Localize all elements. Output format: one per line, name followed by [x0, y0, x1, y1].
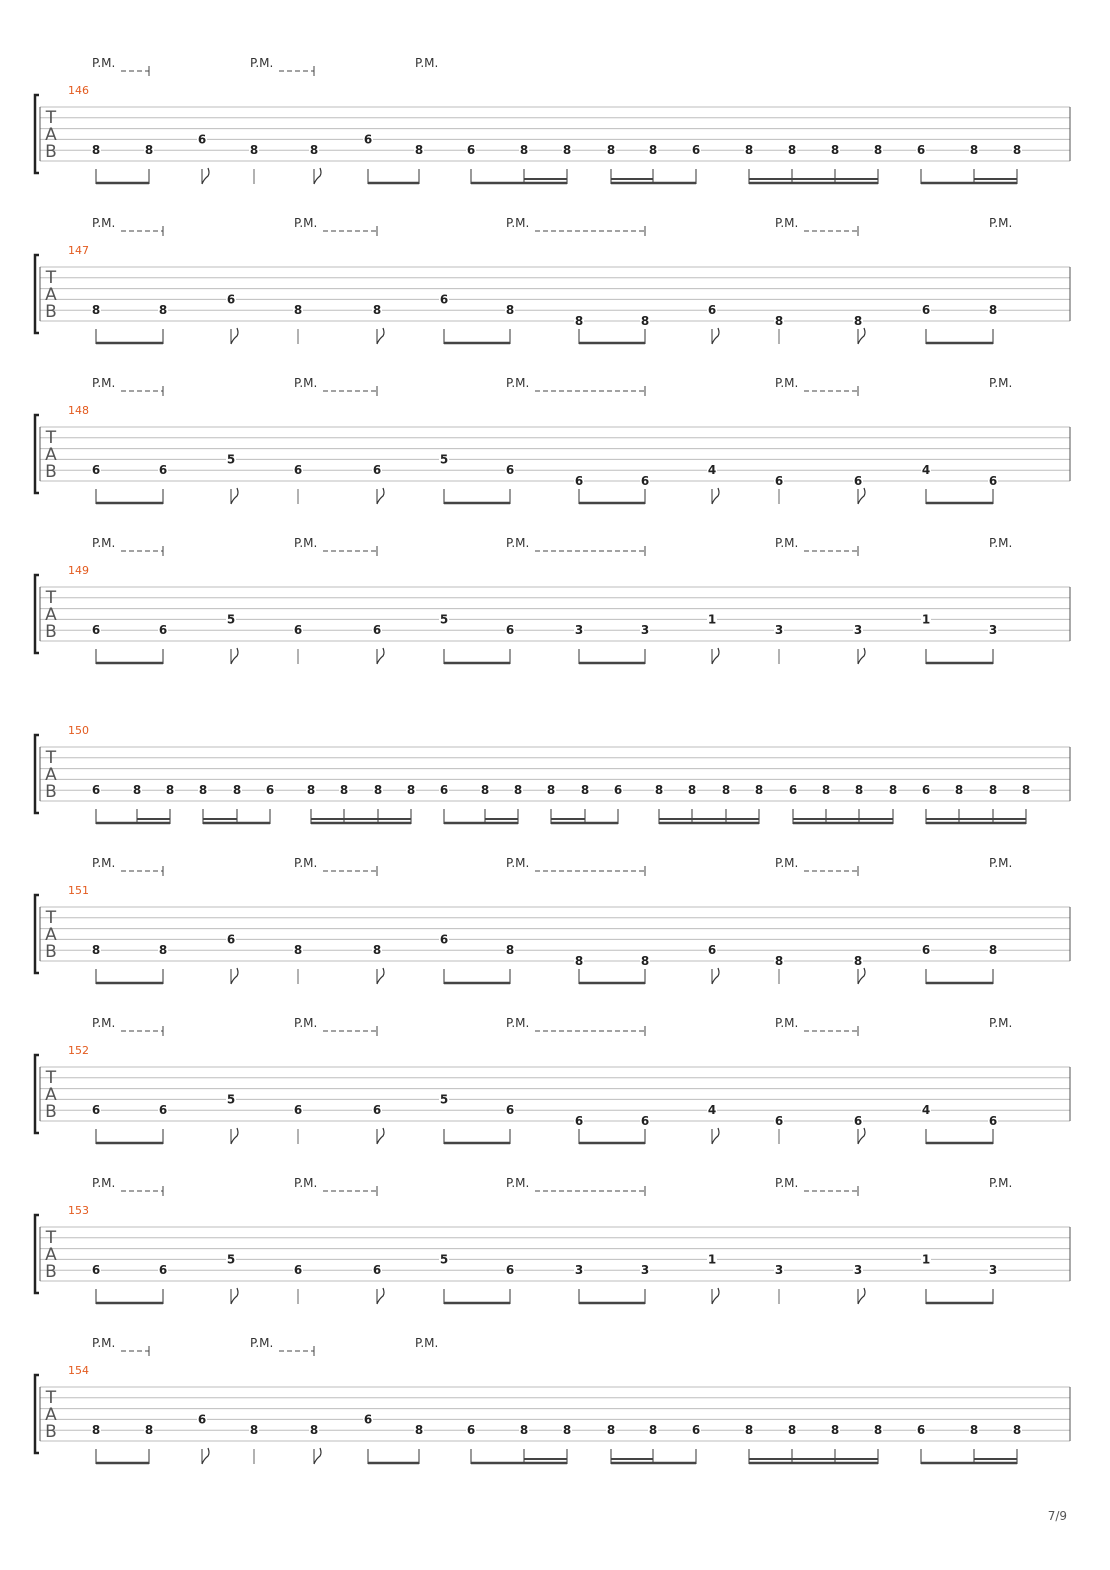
- fret-number: 8: [309, 143, 319, 158]
- fret-number: 8: [562, 143, 572, 158]
- fret-number: 8: [954, 783, 964, 798]
- palm-mute-label: P.M.: [92, 1336, 116, 1350]
- palm-mute-label: P.M.: [415, 56, 439, 70]
- system-bracket: [35, 255, 39, 333]
- fret-number: 8: [158, 943, 168, 958]
- note-flag: [377, 1128, 384, 1144]
- fret-number: 8: [144, 1423, 154, 1438]
- fret-number: 5: [226, 452, 236, 467]
- palm-mute-label: P.M.: [250, 56, 274, 70]
- fret-number: 6: [293, 463, 303, 478]
- palm-mute-label: P.M.: [92, 56, 116, 70]
- fret-number: 8: [654, 783, 664, 798]
- palm-mute-label: P.M.: [294, 856, 318, 870]
- fret-number: 8: [969, 1423, 979, 1438]
- note-flag: [231, 1288, 238, 1304]
- fret-number: 6: [466, 1423, 476, 1438]
- fret-number: 6: [158, 623, 168, 638]
- fret-number: 8: [873, 1423, 883, 1438]
- palm-mute-label: P.M.: [415, 1336, 439, 1350]
- fret-number: 1: [921, 612, 931, 627]
- fret-number: 3: [988, 1263, 998, 1278]
- palm-mute-label: P.M.: [775, 1176, 799, 1190]
- fret-number: 8: [91, 303, 101, 318]
- fret-number: 8: [580, 783, 590, 798]
- fret-number: 8: [372, 943, 382, 958]
- palm-mute-label: P.M.: [506, 1176, 530, 1190]
- palm-mute-label: P.M.: [775, 1016, 799, 1030]
- fret-number: 3: [640, 1263, 650, 1278]
- measure-number: 148: [68, 404, 89, 417]
- fret-number: 5: [226, 612, 236, 627]
- fret-number: 8: [988, 943, 998, 958]
- tab-system: [35, 856, 1070, 984]
- measure-number: 152: [68, 1044, 89, 1057]
- fret-number: 8: [406, 783, 416, 798]
- note-flag: [712, 328, 719, 344]
- system-bracket: [35, 95, 39, 173]
- fret-number: 8: [132, 783, 142, 798]
- fret-number: 8: [1012, 1423, 1022, 1438]
- system-bracket: [35, 1055, 39, 1133]
- note-flag: [858, 968, 865, 984]
- fret-number: 8: [373, 783, 383, 798]
- tab-system: [35, 1176, 1070, 1304]
- palm-mute-label: P.M.: [989, 856, 1013, 870]
- tab-clef-letter: T: [45, 588, 57, 608]
- palm-mute-label: P.M.: [989, 536, 1013, 550]
- tab-system: [35, 376, 1070, 504]
- fret-number: 3: [574, 623, 584, 638]
- tab-clef-letter: T: [45, 748, 57, 768]
- palm-mute-label: P.M.: [92, 1176, 116, 1190]
- palm-mute-label: P.M.: [92, 216, 116, 230]
- fret-number: 8: [648, 1423, 658, 1438]
- tab-system: [35, 56, 1070, 184]
- tab-clef-letter: A: [45, 605, 57, 625]
- fret-number: 6: [372, 1263, 382, 1278]
- note-flag: [858, 488, 865, 504]
- fret-number: 8: [372, 303, 382, 318]
- fret-number: 6: [91, 463, 101, 478]
- fret-number: 3: [774, 623, 784, 638]
- fret-number: 6: [293, 1263, 303, 1278]
- tab-clef-letter: B: [45, 1422, 57, 1442]
- system-bracket: [35, 575, 39, 653]
- fret-number: 8: [606, 143, 616, 158]
- tab-system: [35, 1336, 1070, 1464]
- tab-clef-letter: A: [45, 1245, 57, 1265]
- fret-number: 8: [91, 143, 101, 158]
- fret-number: 8: [198, 783, 208, 798]
- fret-number: 6: [640, 474, 650, 488]
- fret-number: 6: [853, 474, 863, 488]
- fret-number: 8: [480, 783, 490, 798]
- fret-number: 8: [754, 783, 764, 798]
- fret-number: 8: [853, 314, 863, 328]
- tab-clef-letter: B: [45, 622, 57, 642]
- fret-number: 1: [707, 1252, 717, 1267]
- tab-clef-letter: T: [45, 1228, 57, 1248]
- fret-number: 8: [787, 1423, 797, 1438]
- note-flag: [377, 328, 384, 344]
- fret-number: 8: [158, 303, 168, 318]
- system-bracket: [35, 1215, 39, 1293]
- fret-number: 6: [158, 1103, 168, 1118]
- system-bracket: [35, 415, 39, 493]
- fret-number: 6: [774, 474, 784, 488]
- note-flag: [231, 328, 238, 344]
- fret-number: 6: [158, 463, 168, 478]
- palm-mute-label: P.M.: [506, 856, 530, 870]
- fret-number: 6: [158, 1263, 168, 1278]
- fret-number: 8: [606, 1423, 616, 1438]
- fret-number: 3: [988, 623, 998, 638]
- tab-clef-letter: B: [45, 1102, 57, 1122]
- palm-mute-label: P.M.: [92, 376, 116, 390]
- fret-number: 1: [707, 612, 717, 627]
- fret-number: 6: [640, 1114, 650, 1128]
- fret-number: 8: [873, 143, 883, 158]
- note-flag: [377, 648, 384, 664]
- tab-clef-letter: A: [45, 925, 57, 945]
- fret-number: 8: [546, 783, 556, 798]
- fret-number: 6: [265, 783, 275, 798]
- fret-number: 6: [707, 303, 717, 318]
- note-flag: [377, 968, 384, 984]
- fret-number: 8: [640, 954, 650, 968]
- palm-mute-label: P.M.: [250, 1336, 274, 1350]
- fret-number: 8: [888, 783, 898, 798]
- fret-number: 6: [505, 1103, 515, 1118]
- fret-number: 6: [774, 1114, 784, 1128]
- note-flag: [858, 648, 865, 664]
- tab-clef-letter: T: [45, 268, 57, 288]
- fret-number: 4: [707, 463, 717, 478]
- tab-clef-letter: T: [45, 108, 57, 128]
- note-flag: [712, 1128, 719, 1144]
- fret-number: 6: [91, 1263, 101, 1278]
- fret-number: 6: [91, 783, 101, 798]
- fret-number: 6: [505, 1263, 515, 1278]
- fret-number: 6: [921, 943, 931, 958]
- fret-number: 6: [363, 1412, 373, 1427]
- fret-number: 6: [988, 1114, 998, 1128]
- fret-number: 8: [309, 1423, 319, 1438]
- palm-mute-label: P.M.: [92, 856, 116, 870]
- fret-number: 6: [293, 623, 303, 638]
- system-bracket: [35, 735, 39, 813]
- fret-number: 8: [91, 943, 101, 958]
- palm-mute-label: P.M.: [92, 1016, 116, 1030]
- fret-number: 8: [574, 954, 584, 968]
- fret-number: 3: [774, 1263, 784, 1278]
- fret-number: 6: [691, 1423, 701, 1438]
- palm-mute-label: P.M.: [506, 216, 530, 230]
- palm-mute-label: P.M.: [294, 536, 318, 550]
- tab-clef-letter: A: [45, 1085, 57, 1105]
- fret-number: 5: [226, 1252, 236, 1267]
- fret-number: 6: [574, 474, 584, 488]
- tab-clef-letter: T: [45, 1068, 57, 1088]
- fret-number: 8: [414, 1423, 424, 1438]
- fret-number: 8: [687, 783, 697, 798]
- fret-number: 8: [1012, 143, 1022, 158]
- tab-clef-letter: A: [45, 125, 57, 145]
- palm-mute-label: P.M.: [506, 376, 530, 390]
- fret-number: 6: [226, 292, 236, 307]
- palm-mute-label: P.M.: [775, 216, 799, 230]
- fret-number: 8: [721, 783, 731, 798]
- fret-number: 8: [144, 143, 154, 158]
- fret-number: 8: [969, 143, 979, 158]
- measure-number: 150: [68, 724, 89, 737]
- page-number: 7/9: [1047, 1509, 1067, 1523]
- fret-number: 6: [439, 783, 449, 798]
- fret-number: 8: [640, 314, 650, 328]
- fret-number: 8: [513, 783, 523, 798]
- tab-system: [35, 724, 1070, 824]
- fret-number: 4: [921, 463, 931, 478]
- palm-mute-label: P.M.: [92, 536, 116, 550]
- fret-number: 8: [165, 783, 175, 798]
- palm-mute-label: P.M.: [775, 376, 799, 390]
- note-flag: [314, 1448, 321, 1464]
- fret-number: 8: [988, 303, 998, 318]
- tab-system: [35, 216, 1070, 344]
- fret-number: 6: [921, 303, 931, 318]
- tab-clef-letter: B: [45, 1262, 57, 1282]
- fret-number: 6: [613, 783, 623, 798]
- measure-number: 147: [68, 244, 89, 257]
- fret-number: 8: [91, 1423, 101, 1438]
- fret-number: 8: [519, 1423, 529, 1438]
- fret-number: 8: [562, 1423, 572, 1438]
- palm-mute-label: P.M.: [989, 216, 1013, 230]
- tab-clef-letter: A: [45, 445, 57, 465]
- measure-number: 146: [68, 84, 89, 97]
- fret-number: 6: [466, 143, 476, 158]
- fret-number: 6: [691, 143, 701, 158]
- fret-number: 6: [439, 932, 449, 947]
- measure-number: 151: [68, 884, 89, 897]
- fret-number: 8: [744, 1423, 754, 1438]
- fret-number: 6: [439, 292, 449, 307]
- fret-number: 8: [744, 143, 754, 158]
- fret-number: 4: [707, 1103, 717, 1118]
- fret-number: 8: [505, 943, 515, 958]
- note-flag: [314, 168, 321, 184]
- palm-mute-label: P.M.: [989, 1016, 1013, 1030]
- note-flag: [231, 648, 238, 664]
- fret-number: 6: [226, 932, 236, 947]
- note-flag: [231, 1128, 238, 1144]
- fret-number: 6: [988, 474, 998, 488]
- fret-number: 8: [293, 303, 303, 318]
- palm-mute-label: P.M.: [294, 376, 318, 390]
- fret-number: 6: [788, 783, 798, 798]
- fret-number: 8: [339, 783, 349, 798]
- note-flag: [712, 1288, 719, 1304]
- fret-number: 6: [363, 132, 373, 147]
- fret-number: 6: [505, 463, 515, 478]
- fret-number: 6: [372, 1103, 382, 1118]
- measure-number: 154: [68, 1364, 89, 1377]
- tab-system: [35, 536, 1070, 664]
- note-flag: [858, 1288, 865, 1304]
- fret-number: 5: [439, 1092, 449, 1107]
- note-flag: [377, 488, 384, 504]
- palm-mute-label: P.M.: [775, 856, 799, 870]
- fret-number: 6: [707, 943, 717, 958]
- note-flag: [231, 968, 238, 984]
- tab-clef-letter: A: [45, 765, 57, 785]
- palm-mute-label: P.M.: [506, 1016, 530, 1030]
- fret-number: 3: [640, 623, 650, 638]
- note-flag: [712, 968, 719, 984]
- tab-clef-letter: B: [45, 462, 57, 482]
- palm-mute-label: P.M.: [989, 1176, 1013, 1190]
- note-flag: [231, 488, 238, 504]
- fret-number: 4: [921, 1103, 931, 1118]
- fret-number: 8: [574, 314, 584, 328]
- fret-number: 8: [232, 783, 242, 798]
- fret-number: 1: [921, 1252, 931, 1267]
- fret-number: 8: [774, 314, 784, 328]
- fret-number: 3: [574, 1263, 584, 1278]
- fret-number: 6: [372, 623, 382, 638]
- fret-number: 8: [830, 143, 840, 158]
- fret-number: 8: [821, 783, 831, 798]
- palm-mute-label: P.M.: [294, 1176, 318, 1190]
- tab-clef-letter: B: [45, 142, 57, 162]
- tab-clef-letter: A: [45, 285, 57, 305]
- note-flag: [712, 648, 719, 664]
- palm-mute-label: P.M.: [989, 376, 1013, 390]
- fret-number: 6: [91, 623, 101, 638]
- tab-clef-letter: T: [45, 1388, 57, 1408]
- fret-number: 3: [853, 1263, 863, 1278]
- fret-number: 8: [306, 783, 316, 798]
- fret-number: 8: [774, 954, 784, 968]
- palm-mute-label: P.M.: [294, 1016, 318, 1030]
- fret-number: 8: [787, 143, 797, 158]
- fret-number: 6: [505, 623, 515, 638]
- system-bracket: [35, 1375, 39, 1453]
- fret-number: 8: [505, 303, 515, 318]
- fret-number: 8: [414, 143, 424, 158]
- note-flag: [712, 488, 719, 504]
- palm-mute-label: P.M.: [775, 536, 799, 550]
- fret-number: 6: [916, 1423, 926, 1438]
- fret-number: 6: [921, 783, 931, 798]
- tab-clef-letter: B: [45, 782, 57, 802]
- tab-clef-letter: T: [45, 428, 57, 448]
- fret-number: 6: [372, 463, 382, 478]
- fret-number: 6: [91, 1103, 101, 1118]
- fret-number: 8: [293, 943, 303, 958]
- note-flag: [202, 1448, 209, 1464]
- fret-number: 5: [226, 1092, 236, 1107]
- note-flag: [377, 1288, 384, 1304]
- fret-number: 6: [574, 1114, 584, 1128]
- fret-number: 8: [988, 783, 998, 798]
- fret-number: 6: [293, 1103, 303, 1118]
- note-flag: [858, 328, 865, 344]
- note-flag: [858, 1128, 865, 1144]
- fret-number: 8: [830, 1423, 840, 1438]
- fret-number: 8: [519, 143, 529, 158]
- fret-number: 8: [648, 143, 658, 158]
- fret-number: 8: [1021, 783, 1031, 798]
- tab-clef-letter: B: [45, 942, 57, 962]
- note-flag: [202, 168, 209, 184]
- fret-number: 8: [249, 143, 259, 158]
- measure-number: 149: [68, 564, 89, 577]
- fret-number: 8: [853, 954, 863, 968]
- fret-number: 6: [853, 1114, 863, 1128]
- tab-clef-letter: A: [45, 1405, 57, 1425]
- fret-number: 8: [854, 783, 864, 798]
- fret-number: 6: [916, 143, 926, 158]
- palm-mute-label: P.M.: [506, 536, 530, 550]
- palm-mute-label: P.M.: [294, 216, 318, 230]
- fret-number: 5: [439, 1252, 449, 1267]
- fret-number: 5: [439, 452, 449, 467]
- fret-number: 3: [853, 623, 863, 638]
- fret-number: 8: [249, 1423, 259, 1438]
- fret-number: 6: [197, 1412, 207, 1427]
- fret-number: 5: [439, 612, 449, 627]
- tab-clef-letter: T: [45, 908, 57, 928]
- measure-number: 153: [68, 1204, 89, 1217]
- fret-number: 6: [197, 132, 207, 147]
- tab-system: [35, 1016, 1070, 1144]
- tab-clef-letter: B: [45, 302, 57, 322]
- system-bracket: [35, 895, 39, 973]
